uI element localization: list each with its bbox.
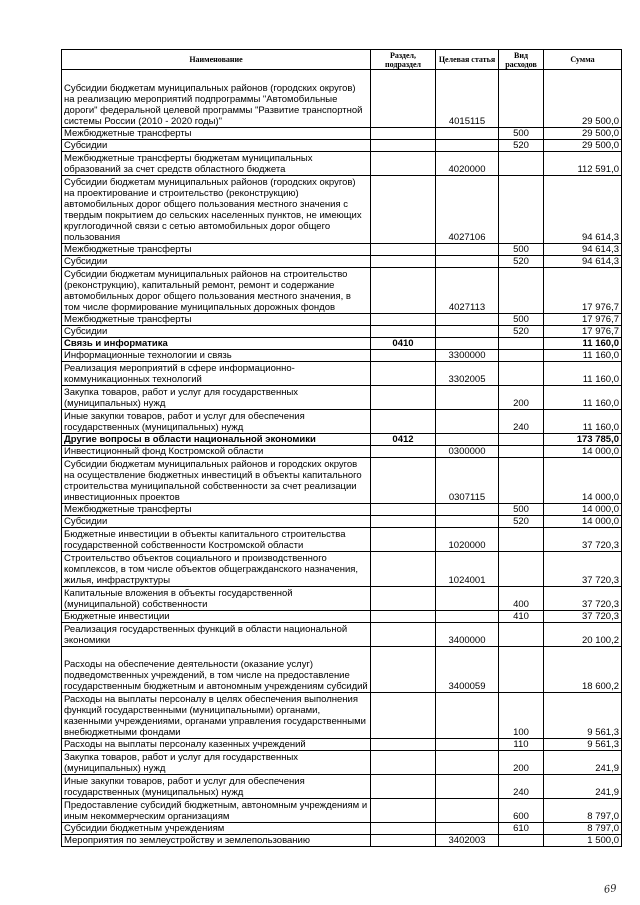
cell-section	[371, 458, 436, 504]
cell-target	[436, 587, 499, 611]
cell-type: 600	[499, 799, 544, 823]
cell-section	[371, 799, 436, 823]
cell-sum: 29 500,0	[544, 70, 622, 128]
cell-section	[371, 410, 436, 434]
cell-name: Субсидии бюджетам муниципальных районов на строительство (реконструкцию), капитальный ремонт, ремонт и содержание автомобильных дорог общего пользования местного значения, в том числе формирование муниципальных дорожных фондов	[62, 268, 371, 314]
cell-section	[371, 693, 436, 739]
cell-name: Межбюджетные трансферты	[62, 504, 371, 516]
cell-target	[436, 386, 499, 410]
table-row	[62, 362, 622, 386]
cell-sum: 37 720,3	[544, 552, 622, 587]
cell-sum: 94 614,3	[544, 244, 622, 256]
cell-target	[436, 434, 499, 446]
cell-sum: 94 614,3	[544, 256, 622, 268]
cell-target: 3402003	[436, 835, 499, 847]
cell-target	[436, 799, 499, 823]
table-body	[62, 70, 622, 847]
table-row	[62, 647, 622, 693]
cell-type	[499, 552, 544, 587]
cell-name: Межбюджетные трансферты	[62, 244, 371, 256]
table-row	[62, 516, 622, 528]
cell-name: Закупка товаров, работ и услуг для государственных (муниципальных) нужд	[62, 386, 371, 410]
cell-type: 400	[499, 587, 544, 611]
cell-target	[436, 128, 499, 140]
cell-type: 520	[499, 326, 544, 338]
table-row	[62, 693, 622, 739]
cell-section	[371, 386, 436, 410]
table-row	[62, 434, 622, 446]
cell-section	[371, 244, 436, 256]
table-row	[62, 152, 622, 176]
cell-section: 0412	[371, 434, 436, 446]
cell-section	[371, 256, 436, 268]
cell-name: Связь и информатика	[62, 338, 371, 350]
cell-type: 500	[499, 244, 544, 256]
cell-type: 200	[499, 386, 544, 410]
table-row	[62, 350, 622, 362]
header-type: Вид расходов	[499, 50, 544, 70]
cell-section	[371, 552, 436, 587]
cell-type: 610	[499, 823, 544, 835]
cell-section	[371, 516, 436, 528]
cell-sum: 11 160,0	[544, 350, 622, 362]
cell-type: 500	[499, 314, 544, 326]
cell-name: Субсидии	[62, 256, 371, 268]
cell-target	[436, 775, 499, 799]
table-row	[62, 176, 622, 244]
cell-target	[436, 314, 499, 326]
table-row	[62, 326, 622, 338]
cell-target: 4027113	[436, 268, 499, 314]
cell-target	[436, 410, 499, 434]
cell-type: 520	[499, 140, 544, 152]
cell-type	[499, 176, 544, 244]
cell-sum: 8 797,0	[544, 823, 622, 835]
cell-name: Предоставление субсидий бюджетным, автономным учреждениям и иным некоммерческим организациям	[62, 799, 371, 823]
cell-type	[499, 528, 544, 552]
cell-target: 1024001	[436, 552, 499, 587]
header-target: Целевая статья	[436, 50, 499, 70]
table-row	[62, 799, 622, 823]
table-row	[62, 70, 622, 128]
cell-target	[436, 140, 499, 152]
cell-sum: 11 160,0	[544, 386, 622, 410]
cell-type: 240	[499, 410, 544, 434]
table-row	[62, 528, 622, 552]
cell-section	[371, 326, 436, 338]
cell-sum: 17 976,7	[544, 268, 622, 314]
table-row	[62, 623, 622, 647]
table-row	[62, 823, 622, 835]
cell-section	[371, 587, 436, 611]
cell-section	[371, 314, 436, 326]
cell-type: 200	[499, 751, 544, 775]
cell-sum: 11 160,0	[544, 338, 622, 350]
table-row	[62, 458, 622, 504]
cell-section	[371, 362, 436, 386]
table-row	[62, 835, 622, 847]
table-row	[62, 244, 622, 256]
cell-section	[371, 528, 436, 552]
cell-sum: 29 500,0	[544, 128, 622, 140]
cell-type: 520	[499, 516, 544, 528]
cell-type	[499, 458, 544, 504]
cell-name: Бюджетные инвестиции	[62, 611, 371, 623]
table-row	[62, 314, 622, 326]
cell-type: 520	[499, 256, 544, 268]
table-row	[62, 739, 622, 751]
cell-name: Субсидии бюджетам муниципальных районов (городских округов) на проектирование и строительство (реконструкцию) автомобильных дорог общего пользования местного значения с твердым покрытием до сельских населенных пунктов, не имеющих круглогодичной связи с сетью автомобильных дорог общего пользования	[62, 176, 371, 244]
cell-name: Субсидии бюджетам муниципальных районов и городских округов на осуществление бюджетных инвестиций в объекты капитального строительства муниципальной собственности за счет реализации инвестиционных проектов	[62, 458, 371, 504]
cell-target	[436, 504, 499, 516]
table-row	[62, 446, 622, 458]
page-number: 69	[603, 883, 618, 896]
cell-name: Межбюджетные трансферты	[62, 128, 371, 140]
cell-target	[436, 611, 499, 623]
cell-sum: 173 785,0	[544, 434, 622, 446]
cell-section	[371, 739, 436, 751]
cell-section	[371, 611, 436, 623]
cell-section	[371, 128, 436, 140]
table-row	[62, 140, 622, 152]
cell-type: 410	[499, 611, 544, 623]
cell-type: 110	[499, 739, 544, 751]
header-name: Наименование	[62, 50, 371, 70]
cell-type: 240	[499, 775, 544, 799]
cell-section	[371, 504, 436, 516]
cell-sum: 241,9	[544, 751, 622, 775]
cell-type: 100	[499, 693, 544, 739]
cell-type	[499, 152, 544, 176]
cell-name: Расходы на выплаты персоналу в целях обеспечения выполнения функций государственными (муниципальными) органами, казенными учреждениями, органами управления государственными внебюджетными фондами	[62, 693, 371, 739]
cell-target: 4020000	[436, 152, 499, 176]
cell-name: Межбюджетные трансферты	[62, 314, 371, 326]
table-row	[62, 268, 622, 314]
cell-sum: 20 100,2	[544, 623, 622, 647]
cell-type	[499, 350, 544, 362]
cell-sum: 37 720,3	[544, 528, 622, 552]
cell-section	[371, 823, 436, 835]
cell-name: Иные закупки товаров, работ и услуг для обеспечения государственных (муниципальных) нужд	[62, 775, 371, 799]
cell-type	[499, 835, 544, 847]
cell-type	[499, 338, 544, 350]
budget-table	[61, 49, 622, 847]
cell-name: Строительство объектов социального и производственного комплексов, в том числе объектов общегражданского назначения, жилья, инфраструктуры	[62, 552, 371, 587]
cell-section	[371, 623, 436, 647]
cell-target: 3300000	[436, 350, 499, 362]
cell-type	[499, 434, 544, 446]
cell-section	[371, 775, 436, 799]
cell-target: 3400059	[436, 647, 499, 693]
cell-name: Иные закупки товаров, работ и услуг для обеспечения государственных (муниципальных) нужд	[62, 410, 371, 434]
cell-sum: 8 797,0	[544, 799, 622, 823]
cell-target: 3400000	[436, 623, 499, 647]
table-row	[62, 338, 622, 350]
cell-name: Информационные технологии и связь	[62, 350, 371, 362]
cell-sum: 17 976,7	[544, 314, 622, 326]
cell-section	[371, 152, 436, 176]
cell-sum: 14 000,0	[544, 504, 622, 516]
cell-type	[499, 268, 544, 314]
table-row	[62, 751, 622, 775]
cell-target	[436, 338, 499, 350]
table-row	[62, 410, 622, 434]
cell-section	[371, 835, 436, 847]
cell-sum: 94 614,3	[544, 176, 622, 244]
cell-section	[371, 268, 436, 314]
cell-name: Расходы на обеспечение деятельности (оказание услуг) подведомственных учреждений, в том числе на предоставление государственным бюджетным и автономным учреждениям субсидий	[62, 647, 371, 693]
cell-target: 4015115	[436, 70, 499, 128]
table-header-row	[62, 50, 622, 70]
table-row	[62, 256, 622, 268]
cell-type	[499, 70, 544, 128]
cell-target: 0307115	[436, 458, 499, 504]
cell-sum: 17 976,7	[544, 326, 622, 338]
cell-type: 500	[499, 504, 544, 516]
cell-target	[436, 739, 499, 751]
cell-section	[371, 350, 436, 362]
cell-sum: 37 720,3	[544, 611, 622, 623]
cell-name: Межбюджетные трансферты бюджетам муниципальных образований за счет средств областного бюджета	[62, 152, 371, 176]
cell-target	[436, 823, 499, 835]
document-page	[61, 49, 621, 847]
cell-type	[499, 362, 544, 386]
cell-target	[436, 516, 499, 528]
cell-name: Субсидии бюджетным учреждениям	[62, 823, 371, 835]
cell-sum: 9 561,3	[544, 739, 622, 751]
table-row	[62, 386, 622, 410]
cell-sum: 9 561,3	[544, 693, 622, 739]
cell-section	[371, 446, 436, 458]
cell-section	[371, 647, 436, 693]
cell-name: Реализация мероприятий в сфере информационно-коммуникационных технологий	[62, 362, 371, 386]
cell-sum: 11 160,0	[544, 410, 622, 434]
table-row	[62, 775, 622, 799]
cell-type: 500	[499, 128, 544, 140]
header-section: Раздел, подраздел	[371, 50, 436, 70]
cell-type	[499, 647, 544, 693]
cell-target: 1020000	[436, 528, 499, 552]
table-row	[62, 504, 622, 516]
table-row	[62, 552, 622, 587]
cell-section	[371, 140, 436, 152]
cell-sum: 29 500,0	[544, 140, 622, 152]
cell-sum: 37 720,3	[544, 587, 622, 611]
cell-sum: 14 000,0	[544, 458, 622, 504]
cell-sum: 14 000,0	[544, 446, 622, 458]
cell-target	[436, 326, 499, 338]
cell-name: Расходы на выплаты персоналу казенных учреждений	[62, 739, 371, 751]
table-row	[62, 611, 622, 623]
cell-type	[499, 446, 544, 458]
cell-target	[436, 256, 499, 268]
cell-name: Другие вопросы в области национальной экономики	[62, 434, 371, 446]
cell-section	[371, 70, 436, 128]
cell-sum: 112 591,0	[544, 152, 622, 176]
table-row	[62, 587, 622, 611]
cell-sum: 1 500,0	[544, 835, 622, 847]
cell-type	[499, 623, 544, 647]
cell-name: Субсидии бюджетам муниципальных районов (городских округов) на реализацию мероприятий подпрограммы "Автомобильные дороги" федеральной целевой программы "Развитие транспортной системы России (2010 - 2020 годы)"	[62, 70, 371, 128]
cell-section	[371, 751, 436, 775]
cell-name: Капитальные вложения в объекты государственной (муниципальной) собственности	[62, 587, 371, 611]
cell-section: 0410	[371, 338, 436, 350]
table-row	[62, 128, 622, 140]
cell-name: Мероприятия по землеустройству и землепользованию	[62, 835, 371, 847]
cell-name: Субсидии	[62, 140, 371, 152]
cell-target: 3302005	[436, 362, 499, 386]
cell-name: Субсидии	[62, 326, 371, 338]
cell-name: Инвестиционный фонд Костромской области	[62, 446, 371, 458]
cell-target	[436, 244, 499, 256]
header-sum: Сумма	[544, 50, 622, 70]
cell-name: Субсидии	[62, 516, 371, 528]
cell-sum: 14 000,0	[544, 516, 622, 528]
cell-target: 0300000	[436, 446, 499, 458]
cell-target	[436, 693, 499, 739]
cell-section	[371, 176, 436, 244]
cell-sum: 241,9	[544, 775, 622, 799]
cell-name: Реализация государственных функций в области национальной экономики	[62, 623, 371, 647]
cell-sum: 11 160,0	[544, 362, 622, 386]
cell-target	[436, 751, 499, 775]
cell-name: Бюджетные инвестиции в объекты капитального строительства государственной собственности Костромской области	[62, 528, 371, 552]
cell-sum: 18 600,2	[544, 647, 622, 693]
cell-name: Закупка товаров, работ и услуг для государственных (муниципальных) нужд	[62, 751, 371, 775]
cell-target: 4027106	[436, 176, 499, 244]
